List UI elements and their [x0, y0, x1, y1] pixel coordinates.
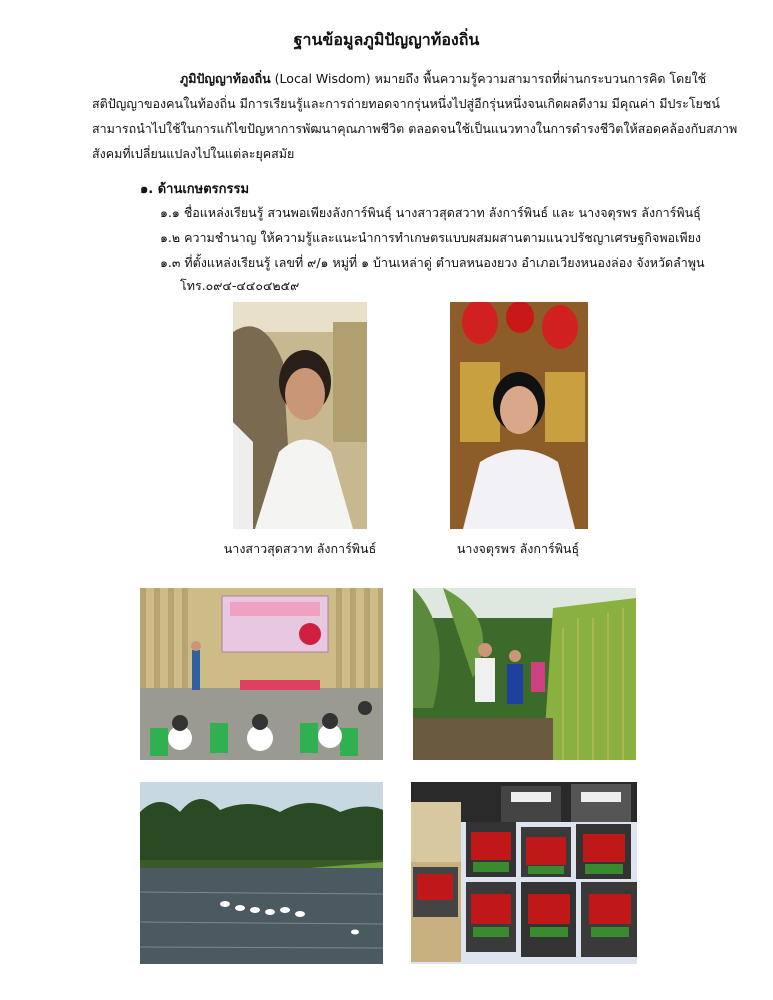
seminar-photo	[140, 588, 383, 760]
caption-person-2: นางจตุรพร ลังการ์พินธุ์	[456, 541, 580, 556]
intro-line-2: สติปัญญาของคนในท้องถิ่น มีการเรียนรู้และการถ่ายทอดจากรุ่นหนึ่งไปสู่อีกรุ่นหนึ่งจนเกิดผลดีงาม มีคุณค่า มีประโยชน์	[92, 96, 720, 111]
list-item: ๑.๑ ชื่อแหล่งเรียนรู้ สวนพอเพียงลังการ์พินธุ์ นางสาวสุดสวาท ลังการ์พินธ์ และ นางจตุรพร ลังการ์พินธุ์	[160, 205, 701, 220]
page-title: ฐานข้อมูลภูมิปัญญาท้องถิ่น	[293, 30, 480, 49]
intro-term: ภูมิปัญญาท้องถิ่น	[180, 71, 271, 86]
list-item: ๑.๒ ความชำนาญ ให้ความรู้และแนะนำการทำเกษตรแบบผสมผสานตามแนวปรัชญาเศรษฐกิจพอเพียง	[160, 230, 702, 245]
intro-line-1	[92, 66, 732, 91]
section-heading: ๑. ด้านเกษตรกรรม	[140, 182, 250, 197]
intro-paragraph	[92, 66, 738, 166]
portrait-photo-2	[450, 302, 588, 529]
pond-photo	[140, 782, 383, 964]
farm-photo	[413, 588, 636, 760]
intro-line-1-rest: (Local Wisdom) หมายถึง พื้นความรู้ความสามารถที่ผ่านกระบวนการคิด โดยใช้	[270, 71, 707, 86]
caption-person-1: นางสาวสุดสวาท ลังการ์พินธ์	[223, 541, 377, 556]
intro-line-3: สามารถนำไปใช้ในการแก้ไขปัญหาการพัฒนาคุณภาพชีวิต ตลอดจนใช้เป็นแนวทางในการดำรงชีวิตให้สอดคล้องกับสภาพ	[92, 121, 738, 136]
intro-line-4: สังคมที่เปลี่ยนแปลงไปในแต่ละยุคสมัย	[92, 146, 295, 161]
rice-products-photo	[411, 782, 637, 964]
list-item: ๑.๓ ที่ตั้งแหล่งเรียนรู้ เลขที่ ๙/๑ หมู่ที่ ๑ บ้านเหล่าดู่ ตำบลหนองยวง อำเภอเวียงหนองล่อง จังหวัดลำพูน	[160, 255, 705, 270]
phone-number: โทร.๐๙๔-๔๔๐๔๒๕๙	[180, 278, 300, 293]
portrait-photo-1	[233, 302, 367, 529]
